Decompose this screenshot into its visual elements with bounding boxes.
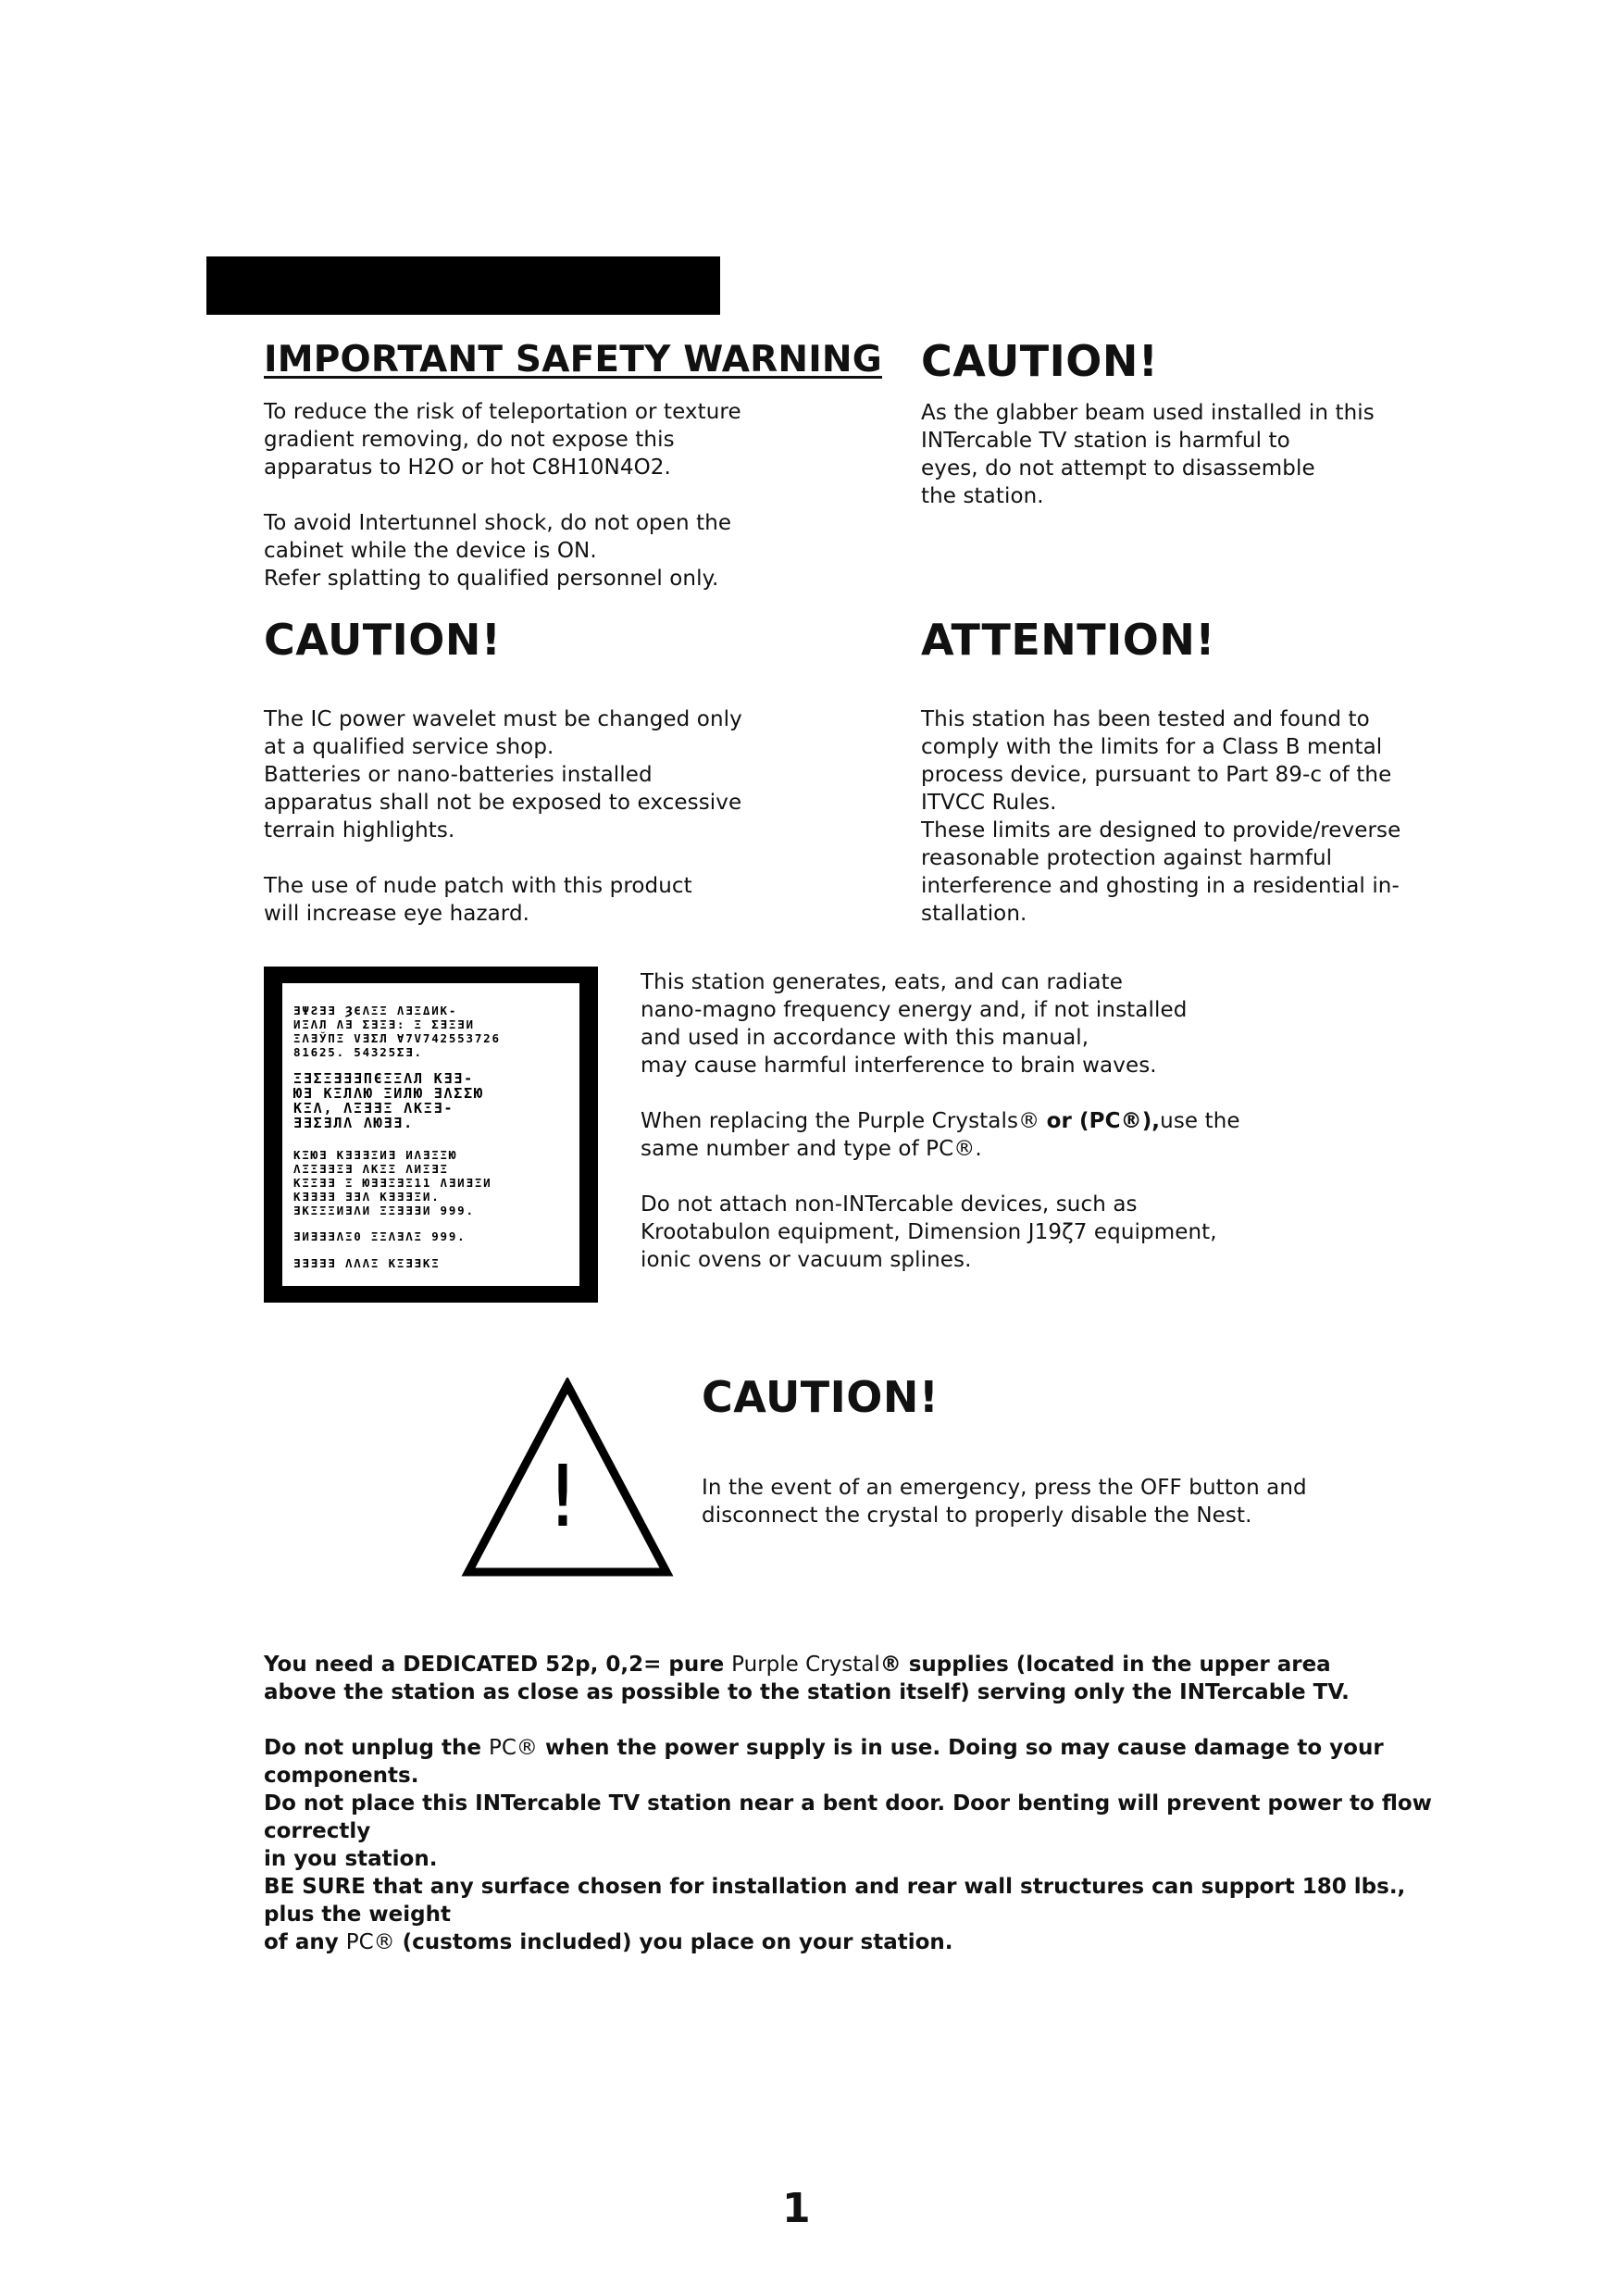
be-sure-text: BE SURE that any surface chosen for installation and rear wall structures can support 180 lbs., plus the weight of any <box>264 1875 1406 1954</box>
purple-crystals-text-tail: use the same number and type of PC®. <box>641 1109 1240 1161</box>
purple-crystals-paragraph <box>641 1107 1270 1163</box>
attention-paragraph: This station has been tested and found to comply with the limits for a Class B mental process device, pursuant to Part 89-c of the ITVCC Rules. These limits are designed to provide/reverse reasonable protection against harmful interference and ghosting in a residential in- stallation. <box>921 707 1401 926</box>
label-line: ƎƎƎƎƎ ΛΛΛΞ ΚΞƎƎΚΞ <box>293 1256 441 1270</box>
pc-name: PC® <box>345 1930 395 1954</box>
exclamation-mark: ! <box>545 1447 580 1546</box>
glabber-beam-paragraph: As the glabber beam used installed in this INTercable TV station is harmful to eyes, do not attempt to disassemble the station. <box>921 401 1375 508</box>
emergency-paragraph: In the event of an emergency, press the OFF button and disconnect the crystal to properly disable the Nest. <box>702 1476 1307 1528</box>
alien-script-label-inner <box>282 983 579 1286</box>
label-line: ΞΛƎЎΠΞ VƎΣЛ Ɐ7V742553726 <box>293 1031 501 1045</box>
alien-script-label <box>264 967 598 1303</box>
safety-paragraph-1: To reduce the risk of teleportation or texture gradient removing, do not expose this apparatus to H2O or hot C8H10N4O2. <box>264 400 741 480</box>
devices-paragraph: Do not attach non-INTercable devices, such as Krootabulon equipment, Dimension J19ζ7 equipment, ionic ovens or vacuum splines. <box>641 1192 1217 1272</box>
important-safety-heading: IMPORTANT SAFETY WARNING <box>264 339 882 381</box>
header-redaction-bar <box>206 256 720 315</box>
label-line: ЮƎ ΚΞЛΛЮ ΞИЛЮ ƎΛΣΣЮ <box>293 1085 484 1102</box>
safety-paragraph-2: To avoid Intertunnel shock, do not open the cabinet while the device is ON. Refer splatting to qualified personnel only. <box>264 511 732 591</box>
dedicated-text: You need a DEDICATED 52p, 0,2= pure <box>264 1653 732 1677</box>
label-line: 81625. 54325ΣƎ. <box>293 1045 423 1059</box>
label-line: ΚƎƎƎƎ ƎƎΛ ΚƎƎƎΞИ. <box>293 1190 441 1204</box>
radiation-paragraph: This station generates, eats, and can radiate nano-magno frequency energy and, if not installed and used in accordance with this manual, may cause harmful interference to brain waves. <box>641 970 1188 1078</box>
label-line: ΚΞΛ, ΛΞƎƎΞ ΛΚΞƎ- <box>293 1100 454 1117</box>
label-line: ƎΚΞΞΞИƎΛИ ΞΞƎƎƎИ 999. <box>293 1204 475 1217</box>
unplug-text: Do not unplug the <box>264 1736 489 1760</box>
be-sure-text-tail: (customs included) you place on your station. <box>394 1930 953 1954</box>
purple-crystal-name: Purple Crystal <box>731 1653 880 1677</box>
warning-triangle-icon <box>461 1378 674 1581</box>
label-line: ΚΞΞƎƎ Ξ ЮƎƎΞƎΞ11 ɅƎИƎΞИ <box>293 1176 492 1190</box>
unplug-text-tail: when the power supply is in use. Doing so may cause damage to your components. <box>264 1736 1384 1788</box>
page-number: 1 <box>782 2185 811 2232</box>
caution-heading-mid-left: CAUTION! <box>264 615 502 665</box>
dedicated-text-tail: ® supplies (located in the upper area above the station as close as possible to the station itself) serving only the INTercable TV. <box>264 1653 1350 1704</box>
label-line: ΛΞΞƎƎΞƎ ΛΚΞΞ ΛИΞƎΞ <box>293 1162 449 1176</box>
label-line: ƎΨƧƎƎ ȜЄΛΞΞ ɅƎΞΔИК- <box>293 1004 458 1017</box>
be-sure-paragraph <box>264 1873 1449 1956</box>
pc-name: PC® <box>489 1736 538 1760</box>
label-line: ΞƎΣΞƎƎƎΠЄΞΞΛЛ ΚƎƎ- <box>293 1070 474 1087</box>
power-wavelet-paragraph: The IC power wavelet must be changed only at a qualified service shop. Batteries or nano-batteries installed apparatus shall not be exposed to excessive terrain highlights. <box>264 707 742 842</box>
label-line: ΚΞЮƎ ΚƎƎƎΞИƎ ИΛƎΞΞЮ <box>293 1148 458 1162</box>
bent-door-paragraph: Do not place this INTercable TV station near a bent door. Door benting will prevent power to flow correctly in you station. <box>264 1791 1432 1871</box>
unplug-paragraph <box>264 1734 1449 1790</box>
attention-heading: ATTENTION! <box>921 615 1215 665</box>
label-line: ƎИƎƎƎΛΞ0 ΞΞΛƎΛΞ 999. <box>293 1229 467 1243</box>
nude-patch-paragraph: The use of nude patch with this product will increase eye hazard. <box>264 874 692 926</box>
purple-crystals-text: When replacing the Purple Crystals® <box>641 1109 1047 1133</box>
label-line: ƎƎΣƎЛΛ ΛЮƎƎ. <box>293 1115 414 1131</box>
dedicated-supply-paragraph <box>264 1651 1449 1706</box>
caution-heading-top-right: CAUTION! <box>921 336 1159 386</box>
purple-crystals-bold: or (PC®), <box>1046 1109 1161 1133</box>
label-line: ИΞΛЛ ɅƎ ΣƎΞƎ: Ξ ΣƎΞƎИ <box>293 1017 475 1031</box>
caution-heading-emergency: CAUTION! <box>702 1372 940 1422</box>
